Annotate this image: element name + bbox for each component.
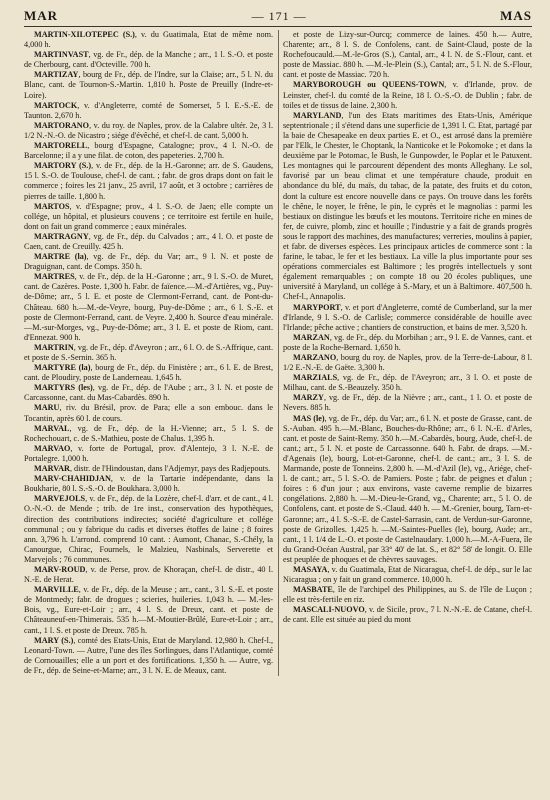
dictionary-entry <box>283 585 532 605</box>
entry-text: et poste de Lizy-sur-Ourcq; commerce de laines. 450 h.— Autre, Charente; arr., 8 l. S. de Confolens, cant. de Saint-Claud, poste de la Rochefoucauld.—M.-le-Gros (S.), Cantal, arr., 4 l. N. de S.-Flour, cant. et poste de Massiac. 880 h. —M.-le-Plein (S.), Cantal; arr., 5 l. N. de S.-Flour, cant. et poste de Massiac. 720 h. <box>283 30 532 80</box>
entry-text: , v. de Fr., dép. de la H.-Garonne ; arr., 9 l. S.-O. de Muret, cant. de Cazères. Poste. 1,300 h. Fabr. de faïence.—M.-d'Artières, vg., Puy-de-Dôme; arr., 5 l. E. et poste de Clermont-Ferrand, cant. de Pont-du-Château. 680 h.—M.-de-Veyre, bourg, Puy-de-Dôme ; arr., 6 l. S.-E. et poste de Clermont-Ferrand, cant. de Veyre. 2,400 h. Source d'eau minérale.—M.-sur-Morges, vg., Puy-de-Dôme; arr., 3 l. E. et poste de Riom, cant. d'Ennezat. 900 h. <box>24 272 273 342</box>
dictionary-entry <box>24 121 273 141</box>
entry-headword: MARTORY (S.) <box>34 161 92 171</box>
entry-headword: MARTORELL <box>34 141 88 151</box>
dictionary-entry <box>283 111 532 303</box>
entry-headword: MASAYA <box>293 564 328 574</box>
entry-headword: MARTRIN <box>34 342 74 352</box>
entry-text: , v. forte de Portugal, prov. d'Alentejo, 3 l. N.-E. de Portalegre. 1,000 h. <box>24 443 273 463</box>
entry-headword: MARTRES <box>34 272 75 282</box>
entry-text: , v. de la Tartarie indépendante, dans la Boukharie, 80 l. S.-S.-O. de Boukhara. 3,000 h. <box>24 474 273 494</box>
dictionary-entry <box>24 101 273 121</box>
dictionary-entry <box>24 494 273 565</box>
dictionary-entry <box>283 353 532 373</box>
dictionary-entry <box>283 393 532 413</box>
entry-headword: MAS (le) <box>293 413 325 423</box>
entry-text: , bourg du roy. de Naples, prov. de la Terre-de-Labour, 8 l. 1/2 E.-N.-E. de Gaëte. 3,300 h. <box>283 353 532 373</box>
dictionary-entry <box>24 141 273 161</box>
entry-headword: MASCALI-NUOVO <box>293 605 365 615</box>
entry-headword: MARVAL <box>34 423 70 433</box>
entry-headword: MARVAO <box>34 443 71 453</box>
dictionary-entry <box>283 373 532 393</box>
entry-headword: MARV-ROUD <box>34 564 86 574</box>
running-header <box>24 8 532 27</box>
entry-headword: MARTIZAY <box>34 70 79 80</box>
dictionary-entry <box>24 585 273 635</box>
entry-headword: MARVAR <box>34 464 70 474</box>
entry-text: , vg. de Fr., dép. d'Aveyron ; arr., 6 l. O. de S.-Affrique, cant. et poste de S.-Sernin. 365 h. <box>24 342 273 362</box>
entry-text: , vg. de Fr., dép. du Morbihan ; arr., 9 l. E. de Vannes, cant. et poste de la Roche-Bernard. 1,650 h. <box>283 332 532 352</box>
dictionary-entry <box>24 272 273 343</box>
entry-text: , bourg de Fr., dép. de l'Indre, sur la Claise; arr., 5 l. N. du Blanc, cant. de Tournon-S.-Martin. 1,810 h. Poste de Preuilly (Indre-et-Loire). <box>24 70 273 100</box>
dictionary-entry <box>24 424 273 444</box>
text-columns <box>24 30 532 676</box>
dictionary-entry <box>283 565 532 585</box>
entry-headword: MARTOCK <box>34 100 78 110</box>
entry-headword: MARVEJOLS <box>34 494 86 504</box>
dictionary-entry <box>24 565 273 585</box>
entry-text: , distr. de l'Hindoustan, dans l'Adjemyr, pays des Radjepouts. <box>69 464 271 474</box>
entry-text: , l'un des Etats maritimes des Etats-Unis, Amérique septentrionale ; il s'étend dans une superficie de 1,391 l. C. Etat, partagé par la baie de Chesapeake en deux parties E. et O., est arrosé dans la première par l'Elk, le Chester, le Choptank, la Nanticoke et le Pokomoke ; et dans la deuxième par le Potomac, le Bush, le Gunpowder, le Poplar et le Patuxent. Les montagnes qui le parcourent dépendent des monts Alleghany. Le sol, favorisé par un beau climat et une température chaude, produit en abondance du blé, du maïs, du tabac, de la patate, des fruits et du coton, dont la culture est encore nouvelle dans ce pays. On trouve dans les forêts le chêne, le noyer, le frêne, le pin, le cyprès et le magnolias : parmi les bestiaux on distingue les bœufs et les moutons. Territoire riche en mines de fer, de cuivre, plomb, zinc et houille ; l'industrie y a fait de grands progrès sous le rapport des machines, des manufactures; verreries, moulins à papier, et fabr. de diverses espèces. Les principaux articles de commerce sont : la farine, le tabac, le fer et les bestiaux. La ville la plus importante pour ses opérations commerciales est Baltimore ; les progrès intellectuels y sont également remarquables ; on compte 18 ou 20 écoles publiques, une université à Maryland, un collége à S.-Mary, et un à Baltimore. 407,500 h. Chef-l., Annapolis. <box>283 110 532 302</box>
entry-text: , v. de Fr., dép. de la H.-Garonne; arr. de S. Gaudens, 15 l. S.-O. de Toulouse, chef-l. de cant. ; fabr. de gros draps dont on fait le commerce ; foires les 21 janv., 25 avril, 17 août, et 3 octobre ; carrières de pierres de taille. 1,800 h. <box>24 161 273 201</box>
entry-headword: MARV-CHAHIDJAN <box>34 474 111 484</box>
entry-headword: MARTINVAST <box>34 50 89 60</box>
dictionary-entry <box>24 464 273 474</box>
entry-text: , vg. de Fr., dép. de la Manche ; arr., 1 l. S.-O. et poste de Cherbourg, cant. d'Octeville. 700 h. <box>24 50 273 70</box>
dictionary-entry <box>283 80 532 110</box>
entry-headword: MARTYRE (la) <box>34 363 91 373</box>
entry-text: , bourg de Fr., dép. du Finistère ; arr., 6 l. E. de Brest, cant. de Ploudiry, poste de Landerneau. 1,645 h. <box>24 363 273 383</box>
entry-headword: MARZAN <box>293 332 330 342</box>
dictionary-entry <box>24 232 273 252</box>
dictionary-entry <box>24 444 273 464</box>
dictionary-entry <box>24 403 273 423</box>
column-divider <box>278 30 279 676</box>
entry-headword: MARYLAND <box>293 110 342 120</box>
entry-headword: MASBATE <box>293 585 333 595</box>
entry-headword: MARTOS <box>34 201 70 211</box>
dictionary-entry <box>283 414 532 565</box>
entry-text: , bourg d'Espagne, Catalogne; prov., 4 l. N.-O. de Barcelonne; il a y une filat. de coton, des papeteries. 2,700 h. <box>24 141 273 161</box>
entry-headword: MARZIALS <box>293 373 338 383</box>
dictionary-entry <box>24 636 273 676</box>
entry-text: , v. et port d'Angleterre, comté de Cumberland, sur la mer d'Irlande, 9 l. S.-O. de Carlisle; commerce considérable de houille avec l'Irlande; pêche active ; chantiers de construction, et bains de mer. 3,520 h. <box>283 302 532 332</box>
dictionary-entry <box>283 30 532 80</box>
dictionary-entry <box>283 333 532 353</box>
entry-headword: MARTIN-XILOTEPEC (S.) <box>34 30 135 39</box>
dictionary-entry <box>24 363 273 383</box>
left-column <box>24 30 273 676</box>
entry-text: , v. de Fr., dép. de la Lozère, chef-l. d'arr. et de cant., 4 l. O.-N.-O. de Mende ; trib. de 1re inst., conservation des hypothèques, direction des contributions indirectes; société d'agriculture et collége communal ; ou y fabrique du cadis et diverses étoffes de laine ; 8 foires ann. 3,796 h. L'arrond. comprend 10 cant. : Aumont, Chanac, S.-Chély, la Canourgue, Chirac, Fournels, le Malzieu, Nasbinals, Serverette et Marvejols ; 76 communes. <box>24 494 273 564</box>
entry-text: , vg. de Fr., dép. de l'Aube ; arr., 3 l. N. et poste de Carcassonne, cant. du Mas-Cabardès. 890 h. <box>24 383 274 403</box>
entry-headword: MARTORANO <box>34 120 90 130</box>
entry-headword: MARTRAGNY <box>34 231 89 241</box>
dictionary-entry <box>24 30 273 50</box>
dictionary-entry <box>24 50 273 70</box>
entry-text: , v. du Guatimala, Etat de même nom. 4,000 h. <box>24 30 273 50</box>
header-right: MAS <box>500 8 532 23</box>
entry-headword: MARYPORT <box>293 302 341 312</box>
dictionary-entry <box>24 161 273 201</box>
entry-text: , vg. de Fr., dép. de l'Aveyron; arr., 3 l. O. et poste de Milhau, cant. de S.-Beauzely. 350 h. <box>283 373 532 393</box>
entry-headword: MARU <box>34 403 60 413</box>
dictionary-entry <box>283 605 532 625</box>
entry-text: , vg. de Fr., dép. de la H.-Vienne; arr., 5 l. S. de Rochechouart, c. de S.-Mathieu, poste de Chalus. 1,395 h. <box>24 423 273 443</box>
entry-headword: MARYBOROUGH ou QUEENS-TOWN <box>293 80 445 90</box>
entry-text: , vg. de Fr., dép. du Var; arr., 9 l. N. et poste de Draguignan, cant. de Comps. 350 h. <box>24 252 274 272</box>
header-left: MAR <box>24 8 59 23</box>
dictionary-entry <box>283 303 532 333</box>
dictionary-entry <box>24 383 273 403</box>
entry-text: , v. de Perse, prov. de Khoraçan, chef-l. de distr., 40 l. N.-E. de Herat. <box>24 564 273 585</box>
entry-text: , v. de Fr., dép. de la Meuse ; arr., cant., 3 l. S.-E. et poste de Montmedy; fabr. de drogues ; scieries, huileries. 1,043 h. — M.-les-Bois, vg., Eure-et-Loir ; arr., 4 l. S. de Dreux, cant. et poste de Châteauneuf-en-Thimerais. 535 h.—M.-Moutier-Brûlé, Eure-et-Loir ; arr., cant., 1 l. S. et poste de Dreux. 785 h. <box>24 585 273 635</box>
entry-headword: MARY (S.) <box>34 635 74 645</box>
entry-text: , v. de Sicile, prov., 7 l. N.-N.-E. de Catane, chef-l. de cant. Elle est située au pied du mont <box>283 605 532 625</box>
dictionary-entry <box>24 474 273 494</box>
page-number: — 171 — <box>251 9 307 23</box>
dictionary-entry <box>24 202 273 232</box>
entry-text: , v. d'Irlande, prov. de Leinster, chef-l. du comté de la Reine, 18 l. O.-S.-O. de Dublin ; fabr. de toiles et de tissus de laine. 2,300 h. <box>283 80 532 110</box>
entry-headword: MARVILLE <box>34 585 79 595</box>
entry-text: , v. d'Angleterre, comté de Somerset, 5 l. E.-S.-E. de Taunton. 2,670 h. <box>24 100 273 120</box>
right-column <box>283 30 532 676</box>
entry-text: , comté des Etats-Unis, Etat de Maryland. 12,980 h. Chef-l., Leonard-Town. — Autre, l'une des îles Sorlingues, dans l'Atlantique, comté de Cornouailles; elle a un port et des fortifications. 1,350 h. — Autre, vg. de Fr., dép. de Seine-et-Marne; arr., 3 l. N. E. de Meaux, cant. <box>24 635 273 675</box>
entry-text: , île de l'archipel des Philippines, au S. de l'île de Luçon ; elle est très-fertile en riz. <box>283 585 532 605</box>
entry-text: , v. du roy. de Naples, prov. de la Calabre ultér. 2e, 3 l. 1/2 N.-N.-O. de Nicastro ; siége d'évêché, et chef-l. de cant. 5,000 h. <box>24 120 273 140</box>
entry-text: , vg. de Fr., dép. du Var; arr., 6 l. N. et poste de Grasse, cant. de S.-Auban. 495 h.—M.-Blanc, Bouches-du-Rhône; arr., 6 l. N.-E. d'Arles, cant. et poste de Saint-Remy. 350 h.—M.-Cabardès, bourg, Aude, chef-l. de cant.; arr., 5 l. N. et poste de Carcassonne. 640 h. Fabr. de draps. —M.-d'Agenais (le), bourg, Lot-et-Garonne, chef-l. de cant.; arr., 3 l. S. de Marmande, poste de Tonneins. 2,800 h. —M.-d'Azil (le), vg., Ariége, chef-l. de cant.; arr., 5 l. S.-O. de Pamiers. Poste ; fabr. de peignes et d'alun ; foires : 6 d'un jour ; aux environs, vaste caverne remplie de bizarres congélations. 2,880 h. —M.-Dieu-le-Grand, vg., Charente; arr., 5 l. O. de Confolens, cant. et poste de S.-Claud. 440 h. — M.-Grenier, bourg, Tarn-et-Garonne; arr., 4 l. S.-S.-E. de Castel-Sarrasin, cant. de Verdun-sur-Garonne, poste de Grizolles. 1,425 h. —M.-Saintes-Puelles (le), bourg, Aude; arr., cant., 1 l. 1/4 de L.-O. et poste de Castelnaudary. 1,000 h.—M.-A-Fuera, île du Grand-Océan Austral, par 33° 40' de lat. S., et 82° 58' de longit. O. Elle est peuplée de phoques et de chèvres sauvages. <box>283 413 532 564</box>
dictionary-entry <box>24 70 273 100</box>
entry-headword: MARZY <box>293 393 324 403</box>
dictionary-entry <box>24 252 273 272</box>
entry-headword: MARTYRS (les) <box>34 383 93 393</box>
entry-text: , vg. de Fr., dép. de la Nièvre ; arr., cant., 1 l. O. et poste de Nevers. 885 h. <box>283 393 532 413</box>
entry-text: , vg. de Fr., dép. du Calvados ; arr., 4 l. O. et poste de Caen, cant. de Creuilly. 425 h. <box>24 231 273 251</box>
entry-text: , v. d'Espagne; prov., 4 l. S.-O. de Jaen; elle compte un collége, un hôpital, et plusieurs couvens ; ce territoire est fertile en huile, dont on fait un grand commerce ; eaux minérales. <box>24 201 273 231</box>
entry-text: , v. du Guatimala, Etat de Nicaragua, chef-l. de dép., sur le lac Nicaragua ; on y fait un grand commerce. 10,000 h. <box>283 564 532 585</box>
dictionary-entry <box>24 343 273 363</box>
entry-headword: MARZANO <box>293 353 337 362</box>
entry-text: , riv. du Brésil, prov. de Para; elle a son embouc. dans le Tocantin, après 60 l. de cours. <box>24 403 273 423</box>
entry-headword: MARTRE (la) <box>34 252 87 262</box>
